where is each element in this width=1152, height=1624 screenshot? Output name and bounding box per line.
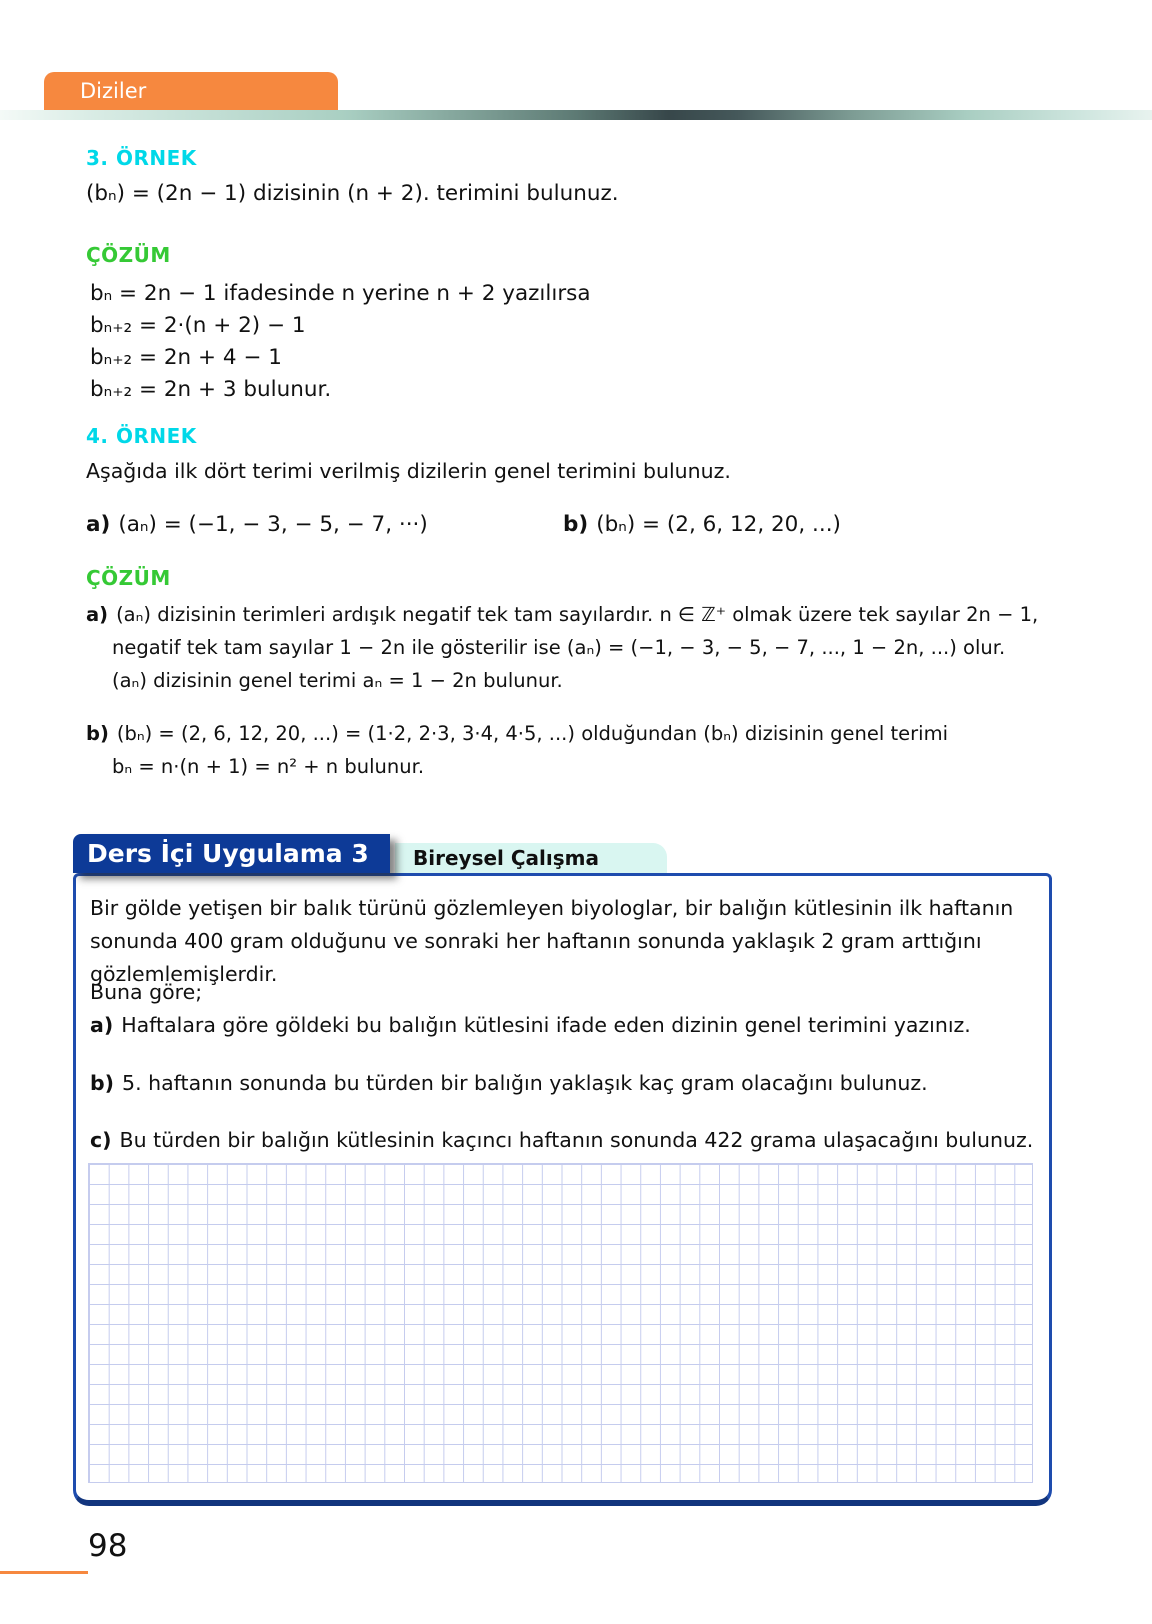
question-b-text: 5. haftanın sonunda bu türden bir balığın yaklaşık kaç gram olacağını bulunuz. <box>122 1071 928 1095</box>
ornek4-title: 4. ÖRNEK <box>86 424 197 448</box>
answer-grid-paper <box>88 1163 1033 1483</box>
solution-b-line2: bₙ = n·(n + 1) = n² + n bulunur. <box>112 755 425 778</box>
ornek3-title: 3. ÖRNEK <box>86 146 197 170</box>
solution-b-text1: (bₙ) = (2, 6, 12, 20, ...) = (1·2, 2·3, 3·4, 4·5, ...) olduğundan (bₙ) dizisinin genel terimi <box>116 722 949 745</box>
solution-a-label: a) <box>86 603 109 626</box>
uygulama-box <box>73 873 1052 1506</box>
ornek3-step: bₙ₊₂ = 2n + 3 bulunur. <box>90 377 332 402</box>
ornek4-part-a <box>86 512 428 537</box>
uygulama-question-a <box>90 1013 971 1037</box>
uygulama-prompt: Buna göre; <box>90 980 203 1004</box>
page-number: 98 <box>88 1528 128 1564</box>
question-b-label: b) <box>90 1071 115 1095</box>
uygulama-paragraph: Bir gölde yetişen bir balık türünü gözlemleyen biyologlar, bir balığın kütlesinin ilk haftanın sonunda 400 gram olduğunu ve sonraki her haftanın sonunda yaklaşık 2 gram arttığını gözlemlemişlerdir. <box>90 896 1014 986</box>
question-c-label: c) <box>90 1128 112 1152</box>
solution-a-line1 <box>86 603 1038 626</box>
uygulama-type-tab: Bireysel Çalışma <box>395 843 667 873</box>
ornek4-part-b <box>563 512 841 537</box>
part-b-label: b) <box>563 512 589 537</box>
solution-b-line1 <box>86 722 948 745</box>
uygulama-question-c <box>90 1128 1033 1152</box>
footer-accent-line <box>0 1571 88 1574</box>
part-b-text: (bₙ) = (2, 6, 12, 20, ...) <box>596 512 841 537</box>
part-a-text: (aₙ) = (−1, − 3, − 5, − 7, ···) <box>118 512 428 537</box>
ornek3-step: bₙ₊₂ = 2·(n + 2) − 1 <box>90 313 306 338</box>
ornek3-step: bₙ₊₂ = 2n + 4 − 1 <box>90 345 282 370</box>
question-a-text: Haftalara göre göldeki bu balığın kütlesini ifade eden dizinin genel terimini yazınız. <box>121 1013 971 1037</box>
question-a-label: a) <box>90 1013 114 1037</box>
chapter-tab-label: Diziler <box>80 79 147 103</box>
solution-a-text1: (aₙ) dizisinin terimleri ardışık negatif tek tam sayılardır. n ∈ ℤ⁺ olmak üzere tek sayılar 2n − 1, <box>116 603 1039 626</box>
question-c-text: Bu türden bir balığın kütlesinin kaçıncı haftanın sonunda 422 grama ulaşacağını bulunuz. <box>119 1128 1034 1152</box>
ornek4-cozum-title: ÇÖZÜM <box>86 566 171 590</box>
solution-a-line2: negatif tek tam sayılar 1 − 2n ile gösterilir ise (aₙ) = (−1, − 3, − 5, − 7, ..., 1 − 2n, ...) olur. <box>112 636 1006 659</box>
uygulama-banner: Ders İçi Uygulama 3 <box>73 834 390 873</box>
solution-a-line3: (aₙ) dizisinin genel terimi aₙ = 1 − 2n bulunur. <box>112 669 563 692</box>
part-a-label: a) <box>86 512 111 537</box>
header-gradient-bar <box>0 110 1152 120</box>
uygulama-question-b <box>90 1071 928 1095</box>
ornek3-step: bₙ = 2n − 1 ifadesinde n yerine n + 2 yazılırsa <box>90 281 591 306</box>
ornek3-cozum-title: ÇÖZÜM <box>86 243 171 267</box>
chapter-tab <box>44 72 338 111</box>
ornek3-problem: (bₙ) = (2n − 1) dizisinin (n + 2). terimini bulunuz. <box>86 181 619 206</box>
ornek4-intro: Aşağıda ilk dört terimi verilmiş dizilerin genel terimini bulunuz. <box>86 459 731 483</box>
solution-b-label: b) <box>86 722 109 745</box>
